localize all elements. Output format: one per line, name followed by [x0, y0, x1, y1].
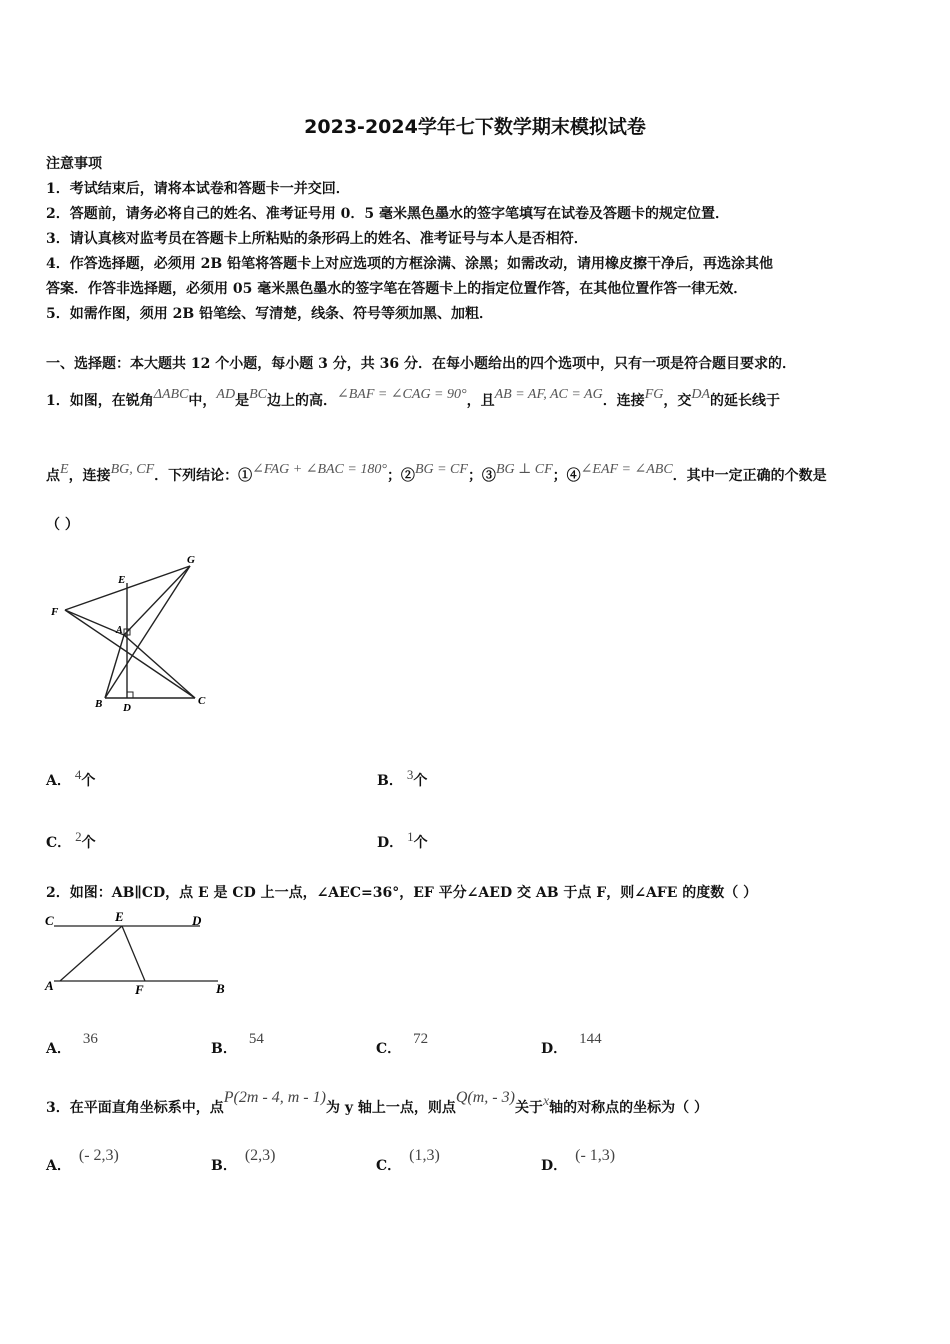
q3-math: Q(m, - 3): [455, 1089, 515, 1106]
q1-math: AD: [216, 387, 236, 402]
option-value: 2: [75, 829, 82, 844]
option-c[interactable]: [46, 829, 96, 852]
point-label-a: A: [116, 625, 123, 636]
q3-text: 3．在平面直角坐标系中，点: [46, 1100, 224, 1116]
point-label-f: F: [135, 982, 144, 997]
option-value: 54: [248, 1031, 264, 1047]
notice-heading: 注意事项: [46, 156, 102, 172]
question-3: [46, 1089, 709, 1117]
point-label-d: D: [192, 913, 202, 928]
question-1-line-2: [46, 462, 827, 485]
notice-item: 1．考试结束后，请将本试卷和答题卡一并交回．: [46, 181, 350, 197]
question-1-line-1: [46, 387, 781, 410]
option-letter: C．: [376, 1041, 402, 1057]
q1-math: ΔABC: [153, 387, 189, 402]
option-letter: A．: [46, 1041, 71, 1057]
point-label-c: C: [198, 695, 206, 707]
q1-text: 边上的高．: [266, 393, 337, 409]
option-letter: B．: [377, 773, 403, 789]
point-label-b: B: [216, 981, 225, 996]
option-unit: 个: [81, 835, 96, 851]
geometry-figure-2: [40, 905, 240, 1000]
option-unit: 个: [413, 835, 428, 851]
q1-text: ，连接: [68, 468, 111, 484]
option-c[interactable]: [376, 1031, 429, 1058]
option-letter: D．: [377, 835, 404, 851]
q1-text: ，交: [663, 393, 692, 409]
option-letter: A．: [46, 1158, 71, 1174]
point-label-f: F: [51, 606, 59, 618]
q1-text: ．下列结论：①: [154, 468, 253, 484]
option-value: (- 1,3): [575, 1147, 616, 1164]
option-a[interactable]: [46, 1147, 119, 1175]
q3-math: x: [542, 1094, 550, 1109]
q1-text: ；③: [467, 468, 496, 484]
option-value: 1: [407, 829, 414, 844]
q1-math: BC: [249, 387, 267, 402]
q3-math: P(2m - 4, m - 1): [223, 1089, 326, 1106]
q1-text: 1．如图，在锐角: [46, 393, 154, 409]
q3-text: 轴的对称点的坐标为（ ）: [549, 1100, 709, 1116]
point-label-e: E: [115, 909, 124, 924]
option-value: (- 2,3): [78, 1147, 119, 1164]
q1-text: 是: [235, 393, 250, 409]
notice-item: 3．请认真核对监考员在答题卡上所粘贴的条形码上的姓名、准考证号与本人是否相符．: [46, 231, 588, 247]
answer-paren: （ ）: [46, 517, 79, 533]
option-letter: B．: [211, 1041, 237, 1057]
option-letter: B．: [211, 1158, 237, 1174]
q1-text: 点: [46, 468, 60, 484]
q1-text: ．连接: [602, 393, 645, 409]
point-label-b: B: [95, 698, 103, 710]
q1-text: 的延长线于: [710, 393, 781, 409]
q1-math: AB = AF, AC = AG: [494, 387, 603, 402]
q1-math: ∠EAF = ∠ABC: [580, 462, 673, 477]
option-value: (2,3): [244, 1147, 276, 1164]
q1-math: FG: [644, 387, 664, 402]
notice-item: 5．如需作图，须用 2B 铅笔绘、写清楚，线条、符号等须加黑、加粗．: [46, 306, 494, 322]
q1-math: ∠FAG + ∠BAC = 180°: [252, 462, 387, 477]
option-d[interactable]: [377, 829, 428, 852]
option-value: 72: [413, 1031, 429, 1047]
option-letter: C．: [376, 1158, 402, 1174]
question-2: 2．如图：AB∥CD，点 E 是 CD 上一点，∠AEC=36°，EF 平分∠AED 交 AB 于点 F，则∠AFE 的度数（ ）: [46, 885, 758, 901]
page-title: 2023-2024学年七下数学期末模拟试卷: [304, 116, 646, 138]
option-unit: 个: [81, 773, 96, 789]
option-value: 144: [579, 1031, 602, 1047]
option-value: 4: [74, 767, 82, 782]
point-label-g: G: [187, 554, 195, 566]
option-value: (1,3): [409, 1147, 440, 1164]
q3-text: 关于: [514, 1100, 543, 1116]
option-letter: D．: [541, 1041, 568, 1057]
geometry-figure-1: [45, 548, 215, 718]
q1-text: ．其中一定正确的个数是: [672, 468, 827, 484]
section-heading: 一、选择题：本大题共 12 个小题，每小题 3 分，共 36 分．在每小题给出的四个选项中，只有一项是符合题目要求的．: [46, 356, 796, 372]
q1-math: BG ⊥ CF: [495, 462, 553, 477]
q1-math: BG, CF: [110, 462, 155, 477]
option-b[interactable]: [211, 1031, 264, 1058]
option-letter: A．: [46, 773, 71, 789]
option-b[interactable]: [211, 1147, 276, 1175]
option-a[interactable]: [46, 767, 96, 790]
option-unit: 个: [413, 773, 428, 789]
option-value: 36: [82, 1031, 98, 1047]
q1-text: ；④: [552, 468, 581, 484]
option-letter: D．: [541, 1158, 568, 1174]
option-d[interactable]: [541, 1147, 616, 1175]
notice-item: 答案．作答非选择题，必须用 05 毫米黑色墨水的签字笔在答题卡上的指定位置作答，在其他位置作答一律无效．: [46, 281, 748, 297]
option-d[interactable]: [541, 1031, 602, 1058]
q1-text: ，且: [466, 393, 495, 409]
point-label-e: E: [118, 574, 126, 586]
q1-math: BG = CF: [414, 462, 468, 477]
q1-text: 中，: [188, 393, 217, 409]
option-letter: C．: [46, 835, 72, 851]
option-c[interactable]: [376, 1147, 440, 1175]
point-label-c: C: [45, 913, 54, 928]
notice-item: 2．答题前，请务必将自己的姓名、准考证号用 0．5 毫米黑色墨水的签字笔填写在试卷及答题卡的规定位置．: [46, 206, 729, 222]
option-b[interactable]: [377, 767, 428, 790]
q3-text: 为 y 轴上一点，则点: [325, 1100, 456, 1116]
q1-math: ∠BAF = ∠CAG = 90°: [336, 387, 467, 402]
q1-text: ；②: [386, 468, 415, 484]
notice-item: 4．作答选择题，必须用 2B 铅笔将答题卡上对应选项的方框涂满、涂黑；如需改动，请用橡皮擦干净后，再选涂其他: [46, 256, 774, 272]
point-label-d: D: [123, 702, 131, 714]
q1-math: DA: [691, 387, 711, 402]
option-value: 3: [406, 767, 414, 782]
q1-math: E: [60, 462, 69, 477]
point-label-a: A: [45, 978, 54, 993]
option-a[interactable]: [46, 1031, 98, 1058]
